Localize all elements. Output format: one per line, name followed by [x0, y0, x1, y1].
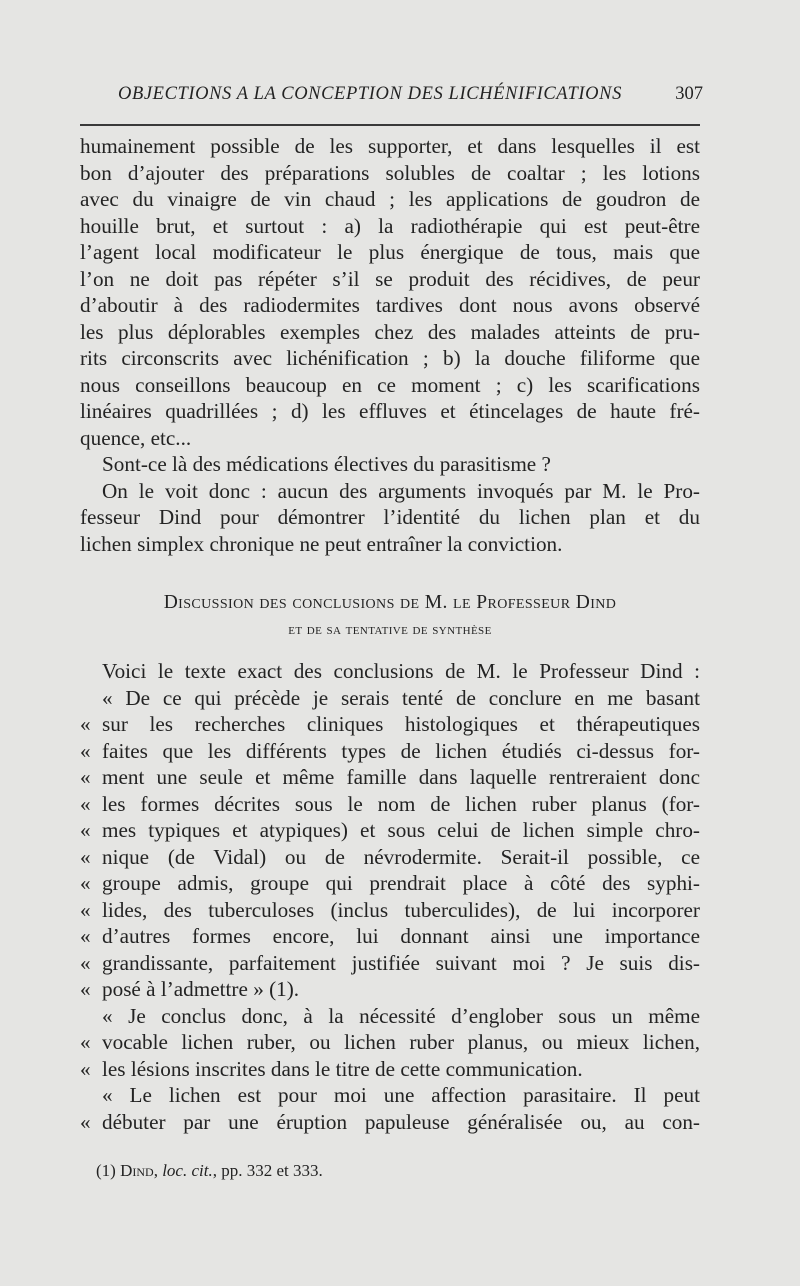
text-line: nous conseillons beaucoup en ce moment ; c) les scarifications	[80, 372, 700, 397]
quote-mark: «	[80, 950, 91, 975]
text-line: linéaires quadrillées ; d) les effluves et étincelages de haute fré-	[80, 399, 700, 423]
quote-line: « débuter par une éruption papuleuse généralisée ou, au con-	[80, 1109, 700, 1134]
quote-line: « mes typiques et atypiques) et sous celui de lichen simple chro-	[80, 818, 700, 842]
text-line: humainement possible de les supporter, et dans lesquelles il est	[80, 134, 700, 158]
quote-line: « groupe admis, groupe qui prendrait place à côté des syphi-	[80, 871, 700, 895]
quote-mark: «	[80, 844, 91, 869]
header-rule	[80, 124, 700, 126]
quote-mark: «	[80, 738, 91, 763]
quote-line: « De ce qui précède je serais tenté de conclure en me basant	[102, 685, 700, 710]
quote-line: « lides, des tuberculoses (inclus tuberculides), de lui incorporer	[80, 897, 700, 922]
quote-mark: «	[80, 977, 91, 1001]
quote-block	[80, 658, 700, 1135]
quote-mark: «	[80, 1056, 91, 1081]
footnote-ref: loc. cit.	[162, 1161, 213, 1180]
text-line: fesseur Dind pour démontrer l’identité du lichen plan et du	[80, 505, 700, 529]
text-line: avec du vinaigre de vin chaud ; les applications de goudron de	[80, 187, 700, 211]
text-line: l’agent local modificateur le plus énergique de tous, mais que	[80, 240, 700, 264]
quote-line: « vocable lichen ruber, ou lichen ruber planus, ou mieux lichen,	[80, 1030, 700, 1054]
quote-mark: «	[80, 818, 91, 842]
quote-line: « posé à l’admettre » (1).	[80, 977, 300, 1001]
text-line: les plus déplorables exemples chez des malades atteints de pru-	[80, 319, 700, 344]
quote-line: « faites que les différents types de lichen étudiés ci-dessus for-	[80, 738, 700, 763]
quote-line: « Je conclus donc, à la nécessité d’englober sous un même	[102, 1003, 700, 1028]
running-title: OBJECTIONS A LA CONCEPTION DES LICHÉNIFICATIONS	[118, 84, 622, 104]
quote-mark: «	[80, 1030, 91, 1054]
quote-mark: «	[80, 924, 91, 948]
text-line: houille brut, et surtout : a) la radiothérapie qui est peut-être	[80, 213, 700, 238]
quote-mark: «	[80, 712, 91, 736]
intro-line: Voici le texte exact des conclusions de M. le Professeur Dind :	[102, 659, 700, 683]
footnote-author: Dind	[120, 1161, 154, 1180]
text-line: d’aboutir à des radiodermites tardives dont nous avons observé	[80, 293, 700, 317]
quote-line: « Le lichen est pour moi une affection parasitaire. Il peut	[102, 1083, 700, 1107]
text-line: lichen simplex chronique ne peut entraîner la conviction.	[80, 531, 563, 556]
quote-mark: «	[102, 685, 113, 710]
quote-mark: «	[80, 897, 91, 922]
page-number: 307	[675, 84, 703, 104]
footnote: (1) Dind, loc. cit., pp. 332 et 333.	[96, 1161, 323, 1180]
footnote-marker: (1)	[96, 1161, 116, 1180]
quote-mark: «	[80, 765, 91, 789]
quote-mark: «	[80, 871, 91, 895]
quote-mark: «	[102, 1003, 113, 1028]
paragraph-question: Sont-ce là des médications électives du parasitisme ?	[102, 452, 551, 476]
section-heading: Discussion des conclusions de M. le Professeur Dind	[163, 592, 617, 613]
text-line: On le voit donc : aucun des arguments invoqués par M. le Pro-	[102, 478, 700, 503]
text-line: bon d’ajouter des préparations solubles de coaltar ; les lotions	[80, 160, 700, 185]
section-subheading: et de sa tentative de synthèse	[288, 621, 492, 638]
quote-line: « les formes décrites sous le nom de lichen ruber planus (for-	[80, 791, 700, 816]
quote-line: « sur les recherches cliniques histologiques et thérapeutiques	[80, 712, 700, 736]
quote-line: « grandissante, parfaitement justifiée suivant moi ? Je suis dis-	[80, 950, 700, 975]
quote-line: « d’autres formes encore, lui donnant ainsi une importance	[80, 924, 700, 948]
quote-line: « ment une seule et même famille dans laquelle rentreraient donc	[80, 765, 700, 789]
quote-mark: «	[102, 1083, 113, 1107]
quote-mark: «	[80, 1109, 91, 1134]
body-text	[80, 133, 700, 557]
quote-line: « nique (de Vidal) ou de névrodermite. Serait-il possible, ce	[80, 844, 700, 869]
text-line: quence, etc...	[80, 425, 192, 450]
footnote-pages: pp. 332 et 333.	[221, 1161, 323, 1180]
text-line: rits circonscrits avec lichénification ; b) la douche filiforme que	[80, 346, 700, 370]
running-header	[118, 84, 703, 105]
quote-line: « les lésions inscrites dans le titre de cette communication.	[80, 1056, 583, 1081]
text-line: l’on ne doit pas répéter s’il se produit des récidives, de peur	[80, 266, 700, 291]
quote-mark: «	[80, 791, 91, 816]
